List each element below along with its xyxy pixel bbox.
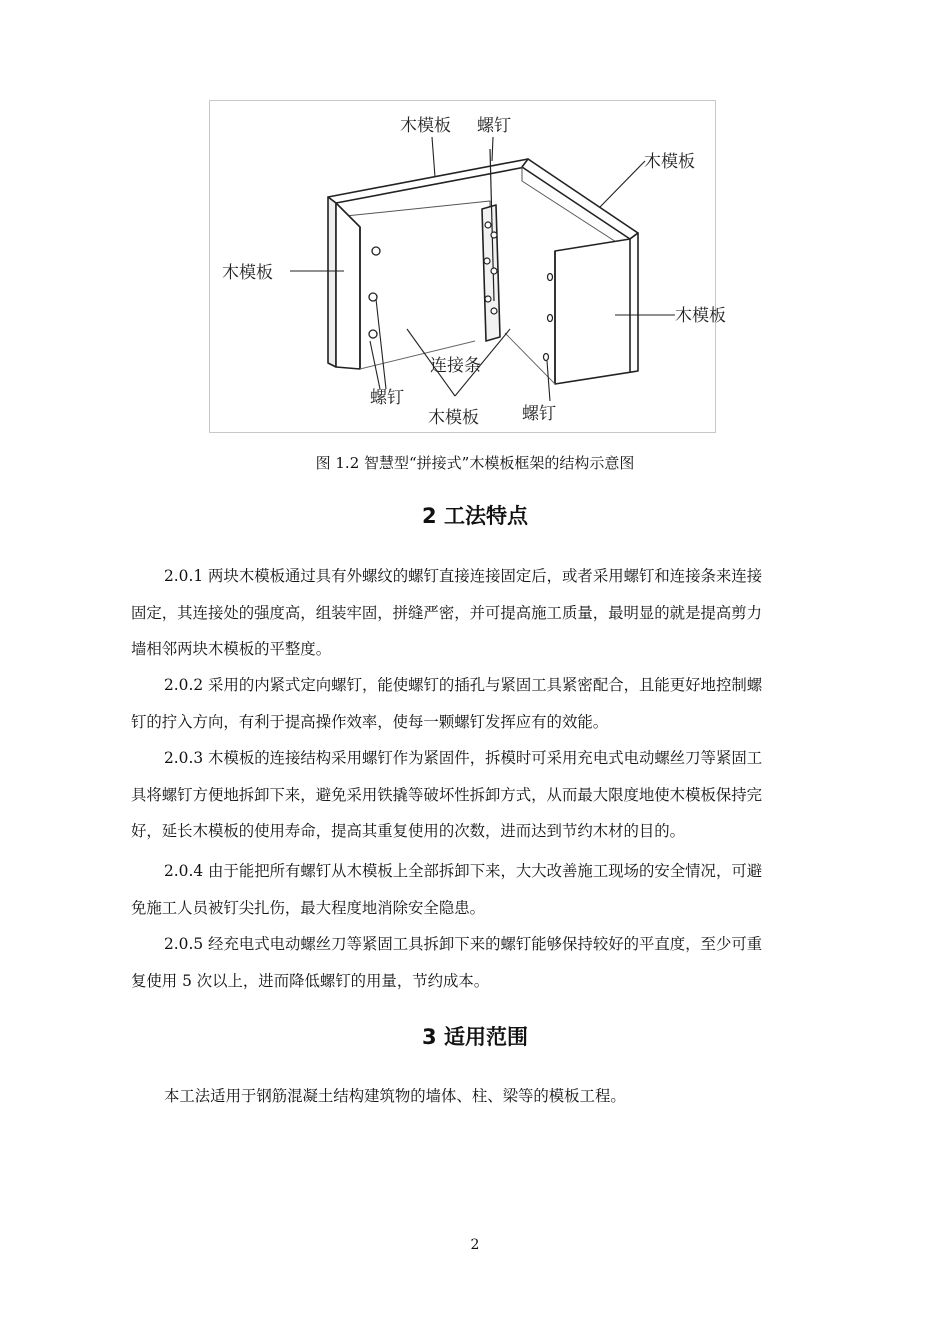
line: 钉的拧入方向，有利于提高操作效率，使每一颗螺钉发挥应有的效能。 (131, 712, 609, 731)
back-left-board (328, 159, 536, 203)
label-top-left-board: 木模板 (400, 116, 451, 136)
page-number: 2 (470, 1237, 480, 1253)
back-right-board (522, 159, 638, 239)
formwork-diagram (210, 101, 726, 434)
section-3-heading: 3 适用范围 (422, 1025, 528, 1049)
paragraph-2-0-2 (131, 667, 821, 740)
label-bottom-left-screw: 螺钉 (370, 388, 404, 408)
label-top-right-board: 木模板 (644, 152, 695, 172)
right-board-face (555, 233, 638, 384)
label-bottom-board: 木模板 (428, 408, 479, 428)
section-2-heading: 2 工法特点 (422, 504, 528, 528)
paragraph-2-0-5 (131, 926, 821, 999)
line: 固定，其连接处的强度高，组装牢固，拼缝严密，并可提高施工质量，最明显的就是提高剪力 (131, 603, 763, 622)
label-top-screw: 螺钉 (477, 116, 511, 136)
figure-caption: 图 1.2 智慧型“拼接式”木模板框架的结构示意图 (315, 454, 635, 472)
line: 2.0.1 两块木模板通过具有外螺纹的螺钉直接连接固定后，或者采用螺钉和连接条来连接 (164, 567, 763, 585)
left-front-board (328, 197, 336, 367)
line: 墙相邻两块木模板的平整度。 (131, 640, 332, 658)
line: 本工法适用于钢筋混凝土结构建筑物的墙体、柱、梁等的模板工程。 (164, 1087, 626, 1105)
line: 2.0.3 木模板的连接结构采用螺钉作为紧固件，拆模时可采用充电式电动螺丝刀等紧固工 (164, 749, 763, 767)
left-board-face (336, 203, 360, 369)
paragraph-2-0-1 (131, 558, 821, 668)
paragraph-2-0-4 (131, 853, 821, 926)
line: 具将螺钉方便地拆卸下来，避免采用铁撬等破坏性拆卸方式，从而最大限度地使木模板保持完 (131, 785, 763, 804)
paragraph-3 (131, 1078, 821, 1115)
structure-figure (209, 100, 726, 433)
line: 2.0.2 采用的内紧式定向螺钉，能使螺钉的插孔与紧固工具紧密配合，且能更好地控制螺 (164, 676, 763, 694)
label-right-board: 木模板 (675, 306, 726, 326)
line: 好，延长木模板的使用寿命，提高其重复使用的次数，进而达到节约木材的目的。 (131, 822, 686, 840)
line: 免施工人员被钉尖扎伤，最大程度地消除安全隐患。 (131, 898, 485, 917)
label-connector: 连接条 (430, 356, 481, 376)
line: 2.0.4 由于能把所有螺钉从木模板上全部拆卸下来，大大改善施工现场的安全情况，可避 (164, 862, 763, 880)
line: 复使用 5 次以上，进而降低螺钉的用量，节约成本。 (131, 971, 490, 990)
right-screws (544, 274, 553, 361)
paragraph-2-0-3 (131, 740, 821, 850)
label-left-board: 木模板 (222, 263, 273, 283)
line: 2.0.5 经充电式电动螺丝刀等紧固工具拆卸下来的螺钉能够保持较好的平直度，至少可重 (164, 935, 763, 953)
label-bottom-right-screw: 螺钉 (522, 404, 556, 424)
